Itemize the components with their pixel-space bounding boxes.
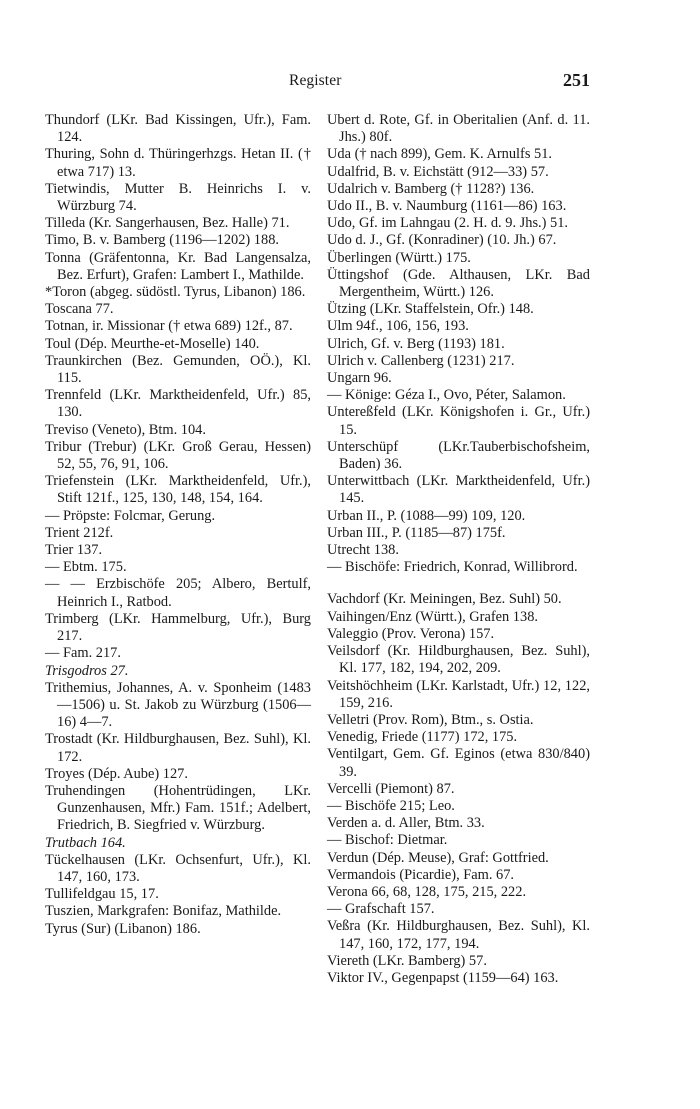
index-entry: Ulrich, Gf. v. Berg (1193) 181. — [327, 335, 505, 352]
index-entry: Venedig, Friede (1177) 172, 175. — [327, 729, 518, 746]
index-entry: Thundorf (LKr. Bad Kissingen, Ufr.), Fam. 124. — [45, 112, 311, 146]
index-entry: Uda († nach 899), Gem. K. Arnulfs 51. — [327, 146, 553, 163]
index-entry: — Bischöfe: Friedrich, Konrad, Willibrord. — [327, 559, 578, 576]
index-entry: Traunkirchen (Bez. Gemunden, OÖ.), Kl. 115. — [45, 352, 311, 387]
index-entry: — Könige: Géza I., Ovo, Péter, Salamon. — [327, 387, 566, 404]
index-entry: Tribur (Trebur) (LKr. Groß Gerau, Hessen) 52, 55, 76, 91, 106. — [45, 438, 311, 473]
index-entry: Udalfrid, B. v. Eichstätt (912—33) 57. — [327, 163, 549, 180]
index-entry: — Pröpste: Folcmar, Gerung. — [45, 507, 216, 524]
index-entry: Toul (Dép. Meurthe-et-Moselle) 140. — [45, 335, 260, 352]
index-entry: Unterwittbach (LKr. Marktheidenfeld, Ufr.) 145. — [327, 473, 590, 507]
index-entry: Ventilgart, Gem. Gf. Eginos (etwa 830/840) 39. — [327, 746, 590, 780]
index-entry: Trier 137. — [45, 542, 103, 559]
index-entry: Tullifeldgau 15, 17. — [45, 886, 159, 903]
index-column-right — [327, 112, 590, 987]
page-header — [0, 72, 700, 96]
index-entry: Trimberg (LKr. Hammelburg, Ufr.), Burg 217. — [45, 610, 311, 645]
index-entry: — — Erzbischöfe 205; Albero, Bertulf, Heinrich I., Ratbod. — [45, 576, 311, 610]
index-entry: Unterschüpf (LKr.Tauberbischofsheim, Baden) 36. — [327, 438, 590, 473]
index-entry: Tückelhausen (LKr. Ochsenfurt, Ufr.), Kl. 147, 160, 173. — [45, 851, 311, 885]
index-entry: — Ebtm. 175. — [45, 559, 127, 576]
index-entry: Truhendingen (Hohentrüdingen, LKr. Gunzenhausen, Mfr.) Fam. 151f.; Adelbert, Friedrich, B. Siegfried v. Würzburg. — [45, 782, 311, 834]
index-entry: Ützing (LKr. Staffelstein, Ofr.) 148. — [327, 301, 534, 318]
index-entry: *Toron (abgeg. südöstl. Tyrus, Libanon) 186. — [45, 284, 306, 301]
index-entry: Üttingshof (Gde. Althausen, LKr. Bad Mergentheim, Württ.) 126. — [327, 266, 590, 301]
index-entry: Tilleda (Kr. Sangerhausen, Bez. Halle) 71. — [45, 215, 290, 232]
index-entry: Totnan, ir. Missionar († etwa 689) 12f., 87. — [45, 318, 293, 335]
index-entry: Viereth (LKr. Bamberg) 57. — [327, 952, 487, 969]
index-entry: Triefenstein (LKr. Marktheidenfeld, Ufr.), Stift 121f., 125, 130, 148, 154, 164. — [45, 473, 311, 507]
index-entry: Vermandois (Picardie), Fam. 67. — [327, 866, 515, 883]
index-entry: Udalrich v. Bamberg († 1128?) 136. — [327, 180, 535, 197]
index-entry: Trostadt (Kr. Hildburghausen, Bez. Suhl), Kl. 172. — [45, 731, 311, 765]
index-entry: Ulm 94f., 106, 156, 193. — [327, 318, 469, 335]
running-head: Register — [289, 72, 342, 89]
index-entry: Toscana 77. — [45, 301, 114, 318]
index-entry: Trennfeld (LKr. Marktheidenfeld, Ufr.) 85, 130. — [45, 387, 311, 421]
index-entry: Treviso (Veneto), Btm. 104. — [45, 421, 206, 438]
index-entry: Vaihingen/Enz (Württ.), Grafen 138. — [327, 608, 538, 625]
index-entry: Veilsdorf (Kr. Hildburghausen, Bez. Suhl), Kl. 177, 182, 194, 202, 209. — [327, 643, 590, 677]
index-entry: Ulrich v. Callenberg (1231) 217. — [327, 352, 515, 369]
index-entry: — Grafschaft 157. — [327, 901, 435, 918]
index-entry: — Bischof: Dietmar. — [327, 832, 448, 849]
index-entry: Valeggio (Prov. Verona) 157. — [327, 625, 495, 642]
index-entry: Verden a. d. Aller, Btm. 33. — [327, 815, 485, 832]
index-entry: Urban III., P. (1185—87) 175f. — [327, 524, 506, 541]
index-entry: Vercelli (Piemont) 87. — [327, 780, 455, 797]
index-entry: Timo, B. v. Bamberg (1196—1202) 188. — [45, 232, 279, 249]
letter-group-gap — [327, 576, 590, 591]
index-entry: Trisgodros 27. — [45, 662, 129, 679]
index-entry: Ungarn 96. — [327, 370, 392, 387]
index-entry: Thuring, Sohn d. Thüringerhzgs. Hetan II. († etwa 717) 13. — [45, 146, 311, 180]
index-entry: Tietwindis, Mutter B. Heinrichs I. v. Würzburg 74. — [45, 180, 311, 215]
index-entry: Urban II., P. (1088—99) 109, 120. — [327, 507, 526, 524]
index-entry: Trient 212f. — [45, 524, 114, 541]
index-entry: Trutbach 164. — [45, 834, 126, 851]
index-entry: Ubert d. Rote, Gf. in Oberitalien (Anf. d. 11. Jhs.) 80f. — [327, 112, 590, 146]
index-entry: — Bischöfe 215; Leo. — [327, 797, 455, 814]
index-entry: Verdun (Dép. Meuse), Graf: Gottfried. — [327, 849, 549, 866]
index-entry: Untereßfeld (LKr. Königshofen i. Gr., Ufr.) 15. — [327, 404, 590, 438]
index-entry: — Fam. 217. — [45, 645, 121, 662]
index-entry: Utrecht 138. — [327, 542, 399, 559]
page-number: 251 — [563, 70, 590, 90]
index-entry: Vachdorf (Kr. Meiningen, Bez. Suhl) 50. — [327, 591, 562, 608]
index-entry: Udo d. J., Gf. (Konradiner) (10. Jh.) 67. — [327, 232, 557, 249]
index-entry: Udo II., B. v. Naumburg (1161—86) 163. — [327, 198, 567, 215]
index-entry: Trithemius, Johannes, A. v. Sponheim (1483—1506) u. St. Jakob zu Würzburg (1506—16) 4—7. — [45, 679, 311, 731]
index-entry: Viktor IV., Gegenpapst (1159—64) 163. — [327, 969, 559, 986]
index-entry: Troyes (Dép. Aube) 127. — [45, 765, 188, 782]
index-entry: Verona 66, 68, 128, 175, 215, 222. — [327, 883, 527, 900]
index-entry: Veßra (Kr. Hildburghausen, Bez. Suhl), Kl. 147, 160, 172, 177, 194. — [327, 918, 590, 952]
index-entry: Veitshöchheim (LKr. Karlstadt, Ufr.) 12, 122, 159, 216. — [327, 677, 590, 711]
index-entry: Tuszien, Markgrafen: Bonifaz, Mathilde. — [45, 903, 282, 920]
index-entry: Tonna (Gräfentonna, Kr. Bad Langensalza, Bez. Erfurt), Grafen: Lambert I., Mathilde. — [45, 249, 311, 283]
index-entry: Velletri (Prov. Rom), Btm., s. Ostia. — [327, 711, 534, 728]
index-entry: Tyrus (Sur) (Libanon) 186. — [45, 920, 201, 937]
index-column-left — [45, 112, 311, 938]
index-entry: Udo, Gf. im Lahngau (2. H. d. 9. Jhs.) 51. — [327, 215, 569, 232]
index-entry: Überlingen (Württ.) 175. — [327, 249, 471, 266]
